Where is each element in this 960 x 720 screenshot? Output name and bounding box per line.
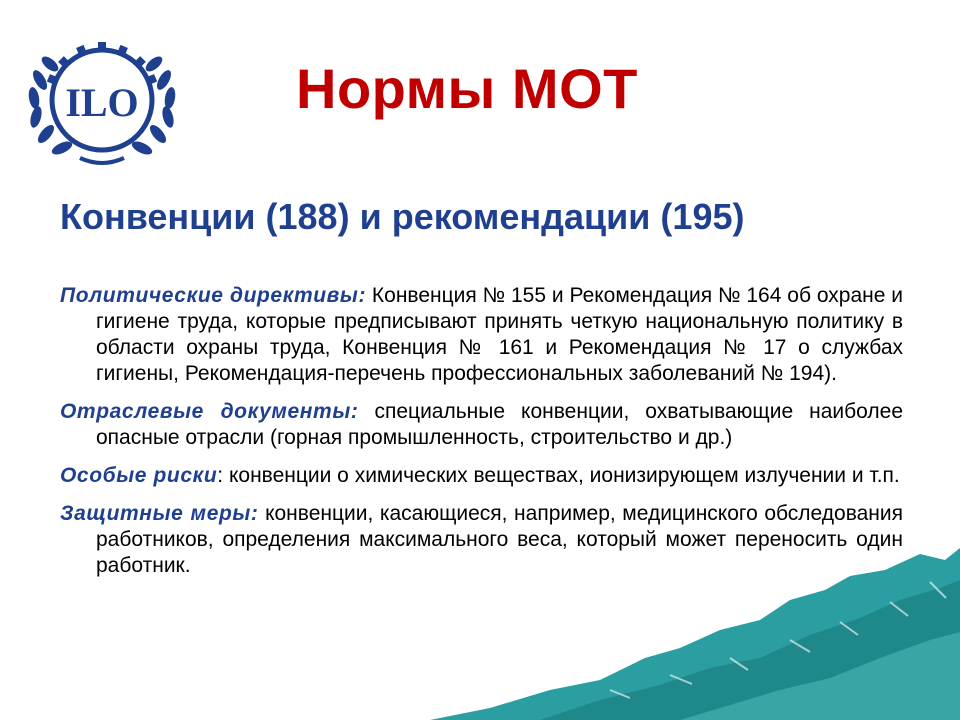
list-item <box>60 283 903 387</box>
item-term: Отраслевые документы: <box>60 400 359 423</box>
item-term: Политические директивы: <box>60 284 367 307</box>
item-text: конвенции, касающиеся, например, медицинского обследования работников, определения максимального веса, который может переносить один работник. <box>96 502 903 577</box>
ilo-logo <box>18 32 186 172</box>
slide-title: Нормы МОТ <box>296 57 638 120</box>
svg-text:ILO: ILO <box>65 80 139 125</box>
item-term: Защитные меры: <box>60 502 259 525</box>
list-item <box>60 463 903 489</box>
item-text: Конвенция № 155 и Рекомендация № 164 об охране и гигиене труда, которые предписывают принять четкую национальную политику в области охраны труда, Конвенция № 161 и Рекомендация № 17 о службах гигиены, Рекомендация-перечень профессиональных заболеваний № 194). <box>96 284 903 385</box>
item-term: Особые риски <box>60 464 218 487</box>
slide-subtitle: Конвенции (188) и рекомендации (195) <box>60 196 745 237</box>
item-text: : конвенции о химических веществах, ионизирующем излучении и т.п. <box>217 464 900 487</box>
item-text: специальные конвенции, охватывающие наиболее опасные отрасли (горная промышленность, строительство и др.) <box>96 400 903 449</box>
mountains-decoration <box>430 540 960 720</box>
list-item <box>60 399 903 451</box>
